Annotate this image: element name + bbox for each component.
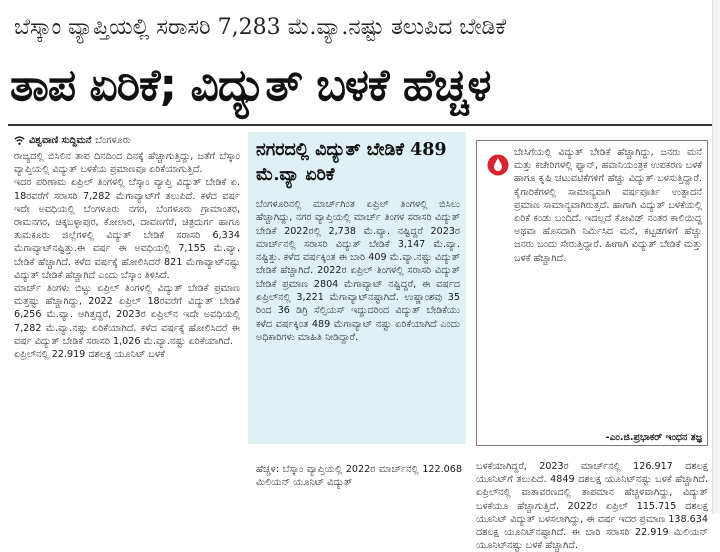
page-edge-strip xyxy=(712,0,720,514)
paragraph: ಇದರ ಪರಿಣಾಮ ಏಪ್ರಿಲ್ ತಿಂಗಳಲ್ಲಿ ಬೆಸ್ಕಾಂ ವ್ಯಾಪ್ತಿ ವಿದ್ಯುತ್ ಬೇಡಿಕೆ ಏ. 18ರವರೆಗೆ ಸರಾಸರಿ 7,282 ಮೆಗಾವ್ಯಾಟ್‌ಗೆ ತಲುಪಿದೆ. ಕಳೆದ ವರ್ಷ ಇದೇ ಅವಧಿಯಲ್ಲಿ ಬೆಂಗಳೂರು ನಗರ, ಬೆಂಗಳೂರು ಗ್ರಾಮಾಂತರ, ರಾಮನಗರ, ಚಿಕ್ಕಬಳ್ಳಾಪುರ, ಕೋಲಾರ, ದಾವಣಗೆರೆ, ಚಿತ್ರದುರ್ಗ ಹಾಗೂ ತುಮಕೂರು ಜಿಲ್ಲೆಗಳಲ್ಲಿ ವಿದ್ಯುತ್ ಬೇಡಿಕೆ ಸರಾಸರಿ 6,334 ಮೆಗಾವ್ಯಾಟ್‌ನಷ್ಟಿತ್ತು.ಈ ವರ್ಷ ಈ ಅವಧಿಯಲ್ಲಿ 7,155 ಮೆ.ವ್ಯಾ. ಬೇಡಿಕೆ ಹೆಚ್ಚಾಗಿದೆ. ಕಳೆದ ವರ್ಷಕ್ಕೆ ಹೋಲಿಸಿದರೆ 821 ಮೆಗಾವ್ಯಾಟ್‌ನಷ್ಟು ವಿದ್ಯುತ್ ಬೇಡಿಕೆ ಹೆಚ್ಚಾಗಿದೆ ಎಂದು ಬೆಸ್ಕಾಂ ತಿಳಿಸಿದೆ. xyxy=(14,177,240,281)
paragraph: ಮಾರ್ಚ್ ತಿಂಗಳು ಬಿಟ್ಟು ಏಪ್ರಿಲ್ ತಿಂಗಳಲ್ಲಿ ವಿದ್ಯುತ್ ಬೇಡಿಕೆ ಪ್ರಮಾಣ ಮತ್ತಷ್ಟು ಹೆಚ್ಚಾಗಿದ್ದು, 2022 ಏಪ್ರಿಲ್ 18ರವರೆಗೆ ವಿದ್ಯುತ್ ಬೇಡಿಕೆ 6,256 ಮೆ.ವ್ಯಾ. ಆಗಿತ್ತದ್ದರೆ, 2023ರ ಏಪ್ರಿಲ್‌ನ ಇದೇ ಅವಧಿಯಲ್ಲಿ 7,282 ಮೆ.ವ್ಯಾ.ನಷ್ಟು ಏರಿಕೆಯಾಗಿದೆ. ಕಳೆದ ವರ್ಷಕ್ಕೆ ಹೋಲಿಸಿದರೆ ಈ ವರ್ಷ ವಿದ್ಯುತ್ ಬೇಡಿಕೆ ಸರಾಸರಿ 1,026 ಮೆ.ವ್ಯಾ.ನಷ್ಟು ಏರಿಕೆಯಾಗಿದೆ. xyxy=(14,283,240,347)
quote-attribution: -ಎಂ.ಜಿ.ಪ್ರಭಾಕರ್ ಇಂಧನ ತಜ್ಞ xyxy=(605,432,702,443)
sidebar-box-title: ನಗರದಲ್ಲಿ ವಿದ್ಯುತ್ ಬೇಡಿಕೆ 489 ಮೆ.ವ್ಯಾ ಏರಿಕೆ xyxy=(256,140,447,185)
quote-text: ಬೇಸಿಗೆಯಲ್ಲಿ ವಿದ್ಯುತ್ ಬೇಡಿಕೆ ಹೆಚ್ಚಾಗಿದ್ದು, ಜನರು ಮನೆ ಮತ್ತು ಕಚೇರಿಗಳಲ್ಲಿ ಫ್ಯಾನ್, ಹವಾನಿಯಂತ್ರಕ ಉಪಕರಣ ಬಳಕೆ ಹಾಗೂ ಕೃಷಿ ಚಟುವಟಿಕೆಗಳಿಗೆ ಹೆಚ್ಚು ವಿದ್ಯುತ್ ಬಳಸುತ್ತಿದ್ದಾರೆ. ಕೈಗಾರಿಕೆಗಳಲ್ಲಿ ಸಾಮಾನ್ಯವಾಗಿ ವರ್ಷಪೂರ್ತಿ ಉತ್ಪಾದನೆ ಪ್ರಮಾಣ ಸಾಮಾನ್ಯವಾಗಿರುತ್ತದೆ. ಹಾಗಾಗಿ ವಿದ್ಯುತ್ ಬಳಕೆಯಲ್ಲಿ ಏರಿಕೆ ಕಂಡು ಬಂದಿದೆ. ಇದಲ್ಲದೆ ಕೋವಿಡ್ ನಂತರ ಕಾಲಿಯಿದ್ದ ಅಥವಾ ಹೊಸದಾಗಿ ನಿರ್ಮಿಸಿದ ಮನೆ, ಕಟ್ಟಡಗಳಿಗೆ ಹೆಚ್ಚು ಜನರು ಬಂದು ಸೇರುತ್ತಿದ್ದಾರೆ. ಹೀಗಾಗಿ ವಿದ್ಯುತ್ ಬೇಡಿಕೆ ಮತ್ತು ಬಳಕೆ ಹೆಚ್ಚಾಗಿದೆ. xyxy=(514,147,702,264)
sidebar-box-body: ಬೆಂಗಳೂರಿನಲ್ಲಿ ಮಾರ್ಚ್‌ಗಿಂತ ಏಪ್ರಿಲ್ ತಿಂಗಳಲ್ಲಿ ಬಿಸಿಲು ಹೆಚ್ಚಾಗಿದ್ದು, ನಗರ ವ್ಯಾಪ್ತಿಯಲ್ಲಿ ಮಾರ್ಚ್ ತಿಂಗಳ ಸರಾಸರಿ ವಿದ್ಯುತ್ ಬೇಡಿಕೆ 2022ರಲ್ಲಿ 2,738 ಮೆ.ವ್ಯಾ. ನಷ್ಟಿದ್ದರೆ 2023ರ ಮಾರ್ಚ್‌ನಲ್ಲಿ ಸರಾಸರಿ ವಿದ್ಯುತ್ ಬೇಡಿಕೆ 3,147 ಮೆ.ವ್ಯಾ. ನಷ್ಟಿತ್ತು. ಕಳೆದ ವರ್ಷಕ್ಕಿಂತ ಈ ಬಾರಿ 409 ಮೆ.ವ್ಯಾ.ನಷ್ಟು ವಿದ್ಯುತ್ ಬೇಡಿಕೆ ಹೆಚ್ಚಾಗಿದೆ. 2022ರ ಏಪ್ರಿಲ್ ತಿಂಗಳಲ್ಲಿ ಸರಾಸರಿ ವಿದ್ಯುತ್ ಬೇಡಿಕೆ ಪ್ರಮಾಣ 2804 ಮೆಗಾವ್ಯಾಟ್ ನಷ್ಟಿದ್ದರೆ, ಈ ವರ್ಷದ ಏಪ್ರಿಲ್‌ನಲ್ಲಿ 3,221 ಮೆಗಾವ್ಯಾಟ್‌ನಷ್ಟಾಗಿದೆ. ಉಷ್ಣಾಂಶವು 35 ರಿಂದ 36 ಡಿಗ್ರಿ ಸೆಲ್ಸಿಯಸ್ ಇದ್ದುದರಿಂದ ವಿದ್ಯುತ್ ಬೇಡಿಕೆಯು ಕಳೆದ ವರ್ಷಕ್ಕಿಂತ 489 ಮೆಗಾವ್ಯಾಟ್ ನಷ್ಟು ಏರಿಕೆಯಾಗಿದೆ ಎಂದು ಅಧಿಕಾರಿಗಳು ಮಾಹಿತಿ ನೀಡಿದ್ದಾರೆ. xyxy=(256,199,460,343)
column-continuation: ಹೆಚ್ಚಳ: ಬೆಸ್ಕಾಂ ವ್ಯಾಪ್ತಿಯಲ್ಲಿ 2022ರ ಮಾರ್ಚ್‌ನಲ್ಲಿ 122.068 ಮಿಲಿಯನ್ ಯೂನಿಟ್ ವಿದ್ಯುತ್ xyxy=(256,464,462,489)
drop-icon xyxy=(487,154,509,176)
main-column xyxy=(14,150,240,508)
wifi-icon xyxy=(14,135,25,146)
dateline-place: ಬೆಂಗಳೂರು xyxy=(95,134,131,146)
paragraph: ಏಪ್ರಿಲ್‌ನಲ್ಲಿ 22.919 ದಶಲಕ್ಷ ಯೂನಿಟ್ ಬಳಕೆ xyxy=(14,349,165,361)
right-column-text: ಬಳಕೆಯಾಗಿದ್ದರೆ, 2023ರ ಮಾರ್ಚ್‌ನಲ್ಲಿ 126.917 ದಶಲಕ್ಷ ಯೂನಿಟ್‌ಗೆ ತಲುಪಿದೆ. 4849 ದಶಲಕ್ಷ ಯೂನಿಟ್‌ನಷ್ಟು ಬಳಕೆ ಹೆಚ್ಚಾಗಿದೆ. ಏಪ್ರಿಲ್‌ನಲ್ಲಿ ವಾತಾವರಣದಲ್ಲಿ ತಾಪಮಾನ ಹೆಚ್ಚಳವಾಗಿದ್ದು, ವಿದ್ಯುತ್ ಬಳಕೆಯೂ ಹೆಚ್ಚಾಗುತ್ತಿದೆ. 2022ರ ಏಪ್ರಿಲ್ 115.715 ದಶಲಕ್ಷ ಯೂನಿಟ್ ವಿದ್ಯುತ್ ಬಳಸಲಾಗಿದ್ದು, ಈ ವರ್ಷ ಇದರ ಪ್ರಮಾಣ 138.634 ದಶಲಕ್ಷ ಯೂನಿಟ್‌ನಷ್ಟಾಗಿದೆ. ಈ ಬಾರಿ ಸರಾಸರಿ 22.919 ಮಿಲಿಯನ್ ಯೂನಿಟ್‌ನಷ್ಟು ಬಳಕೆ ಹೆಚ್ಚಾಗಿದೆ. xyxy=(476,461,708,552)
headline: ತಾಪ ಏರಿಕೆ; ವಿದ್ಯುತ್ ಬಳಕೆ ಹೆಚ್ಚಳ xyxy=(10,60,491,111)
kicker-subheadline: ಬೆಸ್ಕಾಂ ವ್ಯಾಪ್ತಿಯಲ್ಲಿ ಸರಾಸರಿ 7,283 ಮೆ.ವ್ಯಾ.ನಷ್ಟು ತಲುಪಿದ ಬೇಡಿಕೆ xyxy=(14,15,507,40)
byline-source: ವಿಶ್ವವಾಣಿ ಸುದ್ದಿಮನೆ xyxy=(29,134,92,146)
byline xyxy=(14,132,131,148)
paragraph: ರಾಜ್ಯದಲ್ಲಿ ಬಿಸಿಲಿನ ತಾಪ ದಿನದಿಂದ ದಿನಕ್ಕೆ ಹೆಚ್ಚಾಗುತ್ತಿದ್ದು, ಜತೆಗೆ ಬೆಸ್ಕಾಂ ವ್ಯಾಪ್ತಿಯಲ್ಲಿ ವಿದ್ಯುತ್ ಬಳಕೆಯ ಪ್ರಮಾಣವೂ ಏರಿಕೆಯಾಗುತ್ತಿದೆ. xyxy=(14,151,240,176)
headline-rule xyxy=(8,124,712,126)
